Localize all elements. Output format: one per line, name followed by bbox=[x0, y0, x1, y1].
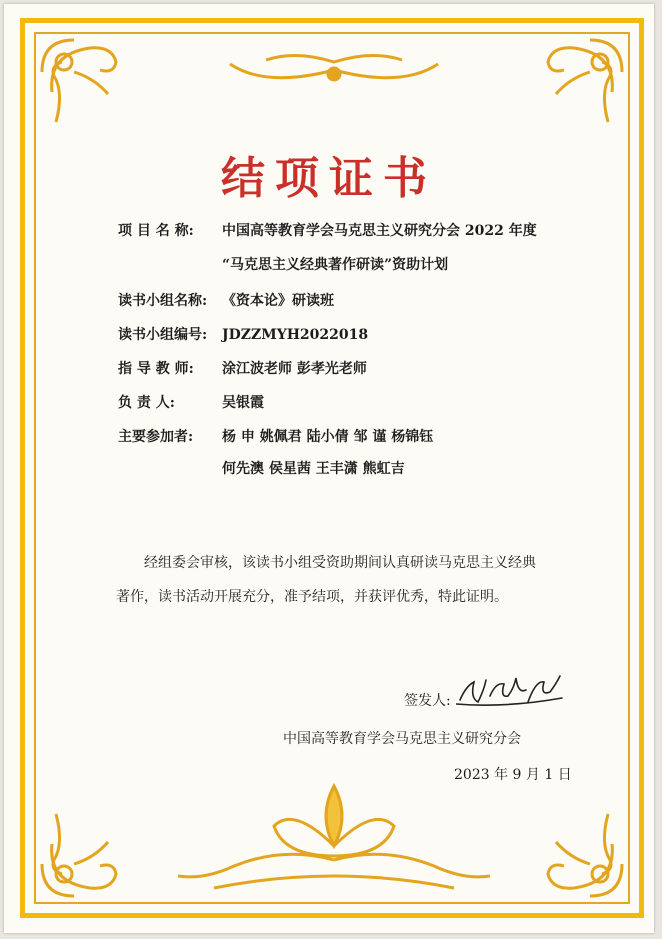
field-value: 中国高等教育学会马克思主义研究分会 2022 年度 bbox=[222, 223, 537, 239]
field-value: JDZZMYH2022018 bbox=[222, 327, 369, 343]
field-label: 负 责 人: bbox=[118, 395, 175, 411]
issue-date: 2023 年 9 月 1 日 bbox=[454, 767, 572, 783]
field-label: 主要参加者: bbox=[118, 429, 194, 445]
field-project-name-continued: “马克思主义经典著作研读”资助计划 bbox=[222, 257, 449, 273]
field-project-name bbox=[118, 220, 537, 240]
field-value: 吴银霞 bbox=[222, 395, 264, 411]
field-group-number bbox=[118, 324, 368, 344]
issuing-organization: 中国高等教育学会马克思主义研究分会 bbox=[283, 731, 521, 747]
field-label: 读书小组名称: bbox=[118, 293, 208, 309]
field-group-name bbox=[118, 290, 334, 310]
field-value: 涂江波老师 彭孝光老师 bbox=[222, 361, 367, 377]
field-participants bbox=[118, 426, 433, 446]
field-label: 读书小组编号: bbox=[118, 327, 208, 343]
statement-line-1: 经组委会审核，该读书小组受资助期间认真研读马克思主义经典 bbox=[144, 555, 536, 571]
field-participants-continued: 何先澳 侯星茜 王丰潇 熊虹吉 bbox=[222, 461, 405, 477]
field-value: 《资本论》研读班 bbox=[222, 293, 334, 309]
corner-scroll-ornament-top-right bbox=[520, 32, 630, 142]
field-leader bbox=[118, 392, 264, 412]
bottom-lotus-ornament bbox=[174, 776, 494, 898]
statement-line-2: 著作，读书活动开展充分，准予结项，并获评优秀，特此证明。 bbox=[116, 589, 508, 605]
certificate-title: 结项证书 bbox=[221, 153, 437, 204]
corner-scroll-ornament-top-left bbox=[34, 32, 144, 142]
field-label: 指 导 教 师: bbox=[118, 361, 194, 377]
field-advisors bbox=[118, 358, 367, 378]
field-label: 项 目 名 称: bbox=[118, 223, 194, 239]
corner-scroll-ornament-bottom-left bbox=[34, 794, 144, 904]
certificate-page bbox=[4, 4, 654, 933]
handwritten-signature bbox=[456, 672, 566, 714]
top-ornament bbox=[226, 44, 442, 94]
signer-label: 签发人: bbox=[404, 693, 451, 709]
corner-scroll-ornament-bottom-right bbox=[520, 794, 630, 904]
field-value: 杨 申 姚佩君 陆小倩 邹 谨 杨锦钰 bbox=[222, 429, 434, 445]
